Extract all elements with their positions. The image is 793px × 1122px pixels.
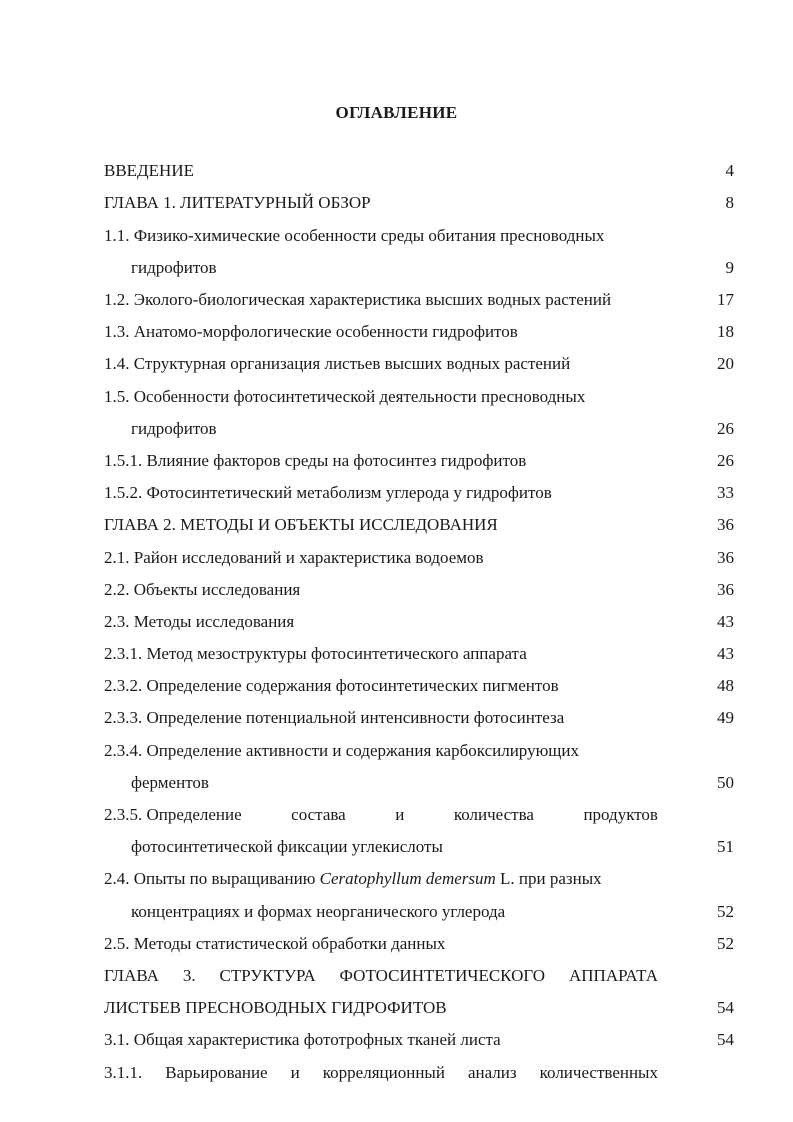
toc-entry-text: 1.1. Физико-химические особенности среды обитания пресноводных: [104, 226, 605, 245]
toc-text-part: 2.4. Опыты по выращиванию: [104, 869, 320, 888]
toc-entry-text: 2.1. Район исследований и характеристика водоемов: [104, 548, 484, 567]
toc-word: АППАРАТА: [568, 966, 658, 985]
toc-entry-text: 2.5. Методы статистической обработки данных: [104, 934, 446, 953]
toc-entry-page: 26: [717, 451, 734, 470]
toc-entry-text: 1.5. Особенности фотосинтетической деятельности пресноводных: [104, 387, 586, 406]
toc-entry-page: 9: [725, 258, 734, 277]
toc-entry-text: 2.3.3. Определение потенциальной интенсивности фотосинтеза: [104, 708, 565, 727]
toc-entry-text: 1.5.2. Фотосинтетический метаболизм углерода у гидрофитов: [104, 483, 552, 502]
toc-entry-page: 48: [717, 676, 734, 695]
toc-entry-page: 36: [717, 580, 734, 599]
toc-entry-text: концентрациях и формах неорганического углерода: [131, 902, 506, 921]
toc-entry-text: ГЛАВА 1. ЛИТЕРАТУРНЫЙ ОБЗОР: [104, 193, 371, 212]
toc-word: СТРУКТУРА: [219, 966, 316, 985]
toc-entry-justified: [104, 1063, 658, 1083]
toc-entry-page: 43: [717, 612, 734, 631]
toc-word: 3.1.1.: [104, 1063, 143, 1082]
toc-entry-text: [104, 869, 602, 889]
toc-entry-page: 49: [717, 708, 734, 727]
toc-word: состава: [291, 805, 346, 824]
toc-entry-text: 2.3.4. Определение активности и содержания карбоксилирующих: [104, 741, 579, 760]
toc-entry-text: ферментов: [131, 773, 209, 792]
toc-entry-text: фотосинтетической фиксации углекислоты: [131, 837, 443, 856]
toc-entry-page: 26: [717, 419, 734, 438]
toc-entry-page: 36: [717, 548, 734, 567]
toc-entry-text: ГЛАВА 2. МЕТОДЫ И ОБЪЕКТЫ ИССЛЕДОВАНИЯ: [104, 515, 498, 534]
toc-word: анализ: [467, 1063, 517, 1082]
toc-entry-page: 50: [717, 773, 734, 792]
toc-entry-text: 3.1. Общая характеристика фототрофных тканей листа: [104, 1030, 501, 1049]
toc-entry-text: 2.3.1. Метод мезоструктуры фотосинтетического аппарата: [104, 644, 527, 663]
toc-word: количественных: [539, 1063, 658, 1082]
toc-word: продуктов: [583, 805, 658, 824]
toc-entry-text: 1.2. Эколого-биологическая характеристика высших водных растений: [104, 290, 612, 309]
toc-entry-page: 54: [717, 998, 734, 1017]
toc-entry-text: 1.5.1. Влияние факторов среды на фотосинтез гидрофитов: [104, 451, 527, 470]
toc-entry-page: 17: [717, 290, 734, 309]
toc-word: и: [395, 805, 405, 824]
page-title: ОГЛАВЛЕНИЕ: [335, 103, 458, 122]
toc-entry-text: гидрофитов: [131, 419, 217, 438]
species-name: Ceratophyllum demersum: [319, 869, 496, 888]
toc-entry-page: 4: [725, 161, 734, 180]
toc-entry-page: 18: [717, 322, 734, 341]
toc-word: ГЛАВА: [104, 966, 159, 985]
toc-entry-justified: [104, 966, 658, 986]
toc-entry-text: гидрофитов: [131, 258, 217, 277]
toc-entry-page: 51: [717, 837, 734, 856]
toc-word: количества: [453, 805, 534, 824]
toc-word: 3.: [182, 966, 196, 985]
toc-entry-page: 33: [717, 483, 734, 502]
toc-entry-text: 2.3. Методы исследования: [104, 612, 295, 631]
toc-entry-text: 1.3. Анатомо-морфологические особенности гидрофитов: [104, 322, 518, 341]
toc-entry-page: 43: [717, 644, 734, 663]
toc-entry-page: 52: [717, 934, 734, 953]
toc-word: корреляционный: [322, 1063, 445, 1082]
toc-entry-justified: [104, 805, 658, 825]
toc-word: Варьирование: [165, 1063, 268, 1082]
toc-entry-text: 2.3.2. Определение содержания фотосинтетических пигментов: [104, 676, 559, 695]
toc-entry-text: 2.2. Объекты исследования: [104, 580, 301, 599]
toc-entry-page: 54: [717, 1030, 734, 1049]
toc-entry-page: 8: [725, 193, 734, 212]
toc-word: 2.3.5. Определение: [104, 805, 242, 824]
toc-entry-page: 52: [717, 902, 734, 921]
toc-text-part: L. при разных: [495, 869, 602, 888]
toc-word: ФОТОСИНТЕТИЧЕСКОГО: [339, 966, 546, 985]
toc-entry-text: ВВЕДЕНИЕ: [104, 161, 194, 180]
toc-entry-text: ЛИСТБЕВ ПРЕСНОВОДНЫХ ГИДРОФИТОВ: [104, 998, 447, 1017]
toc-entry-page: 36: [717, 515, 734, 534]
toc-entry-page: 20: [717, 354, 734, 373]
toc-entry-text: 1.4. Структурная организация листьев высших водных растений: [104, 354, 571, 373]
toc-word: и: [290, 1063, 300, 1082]
